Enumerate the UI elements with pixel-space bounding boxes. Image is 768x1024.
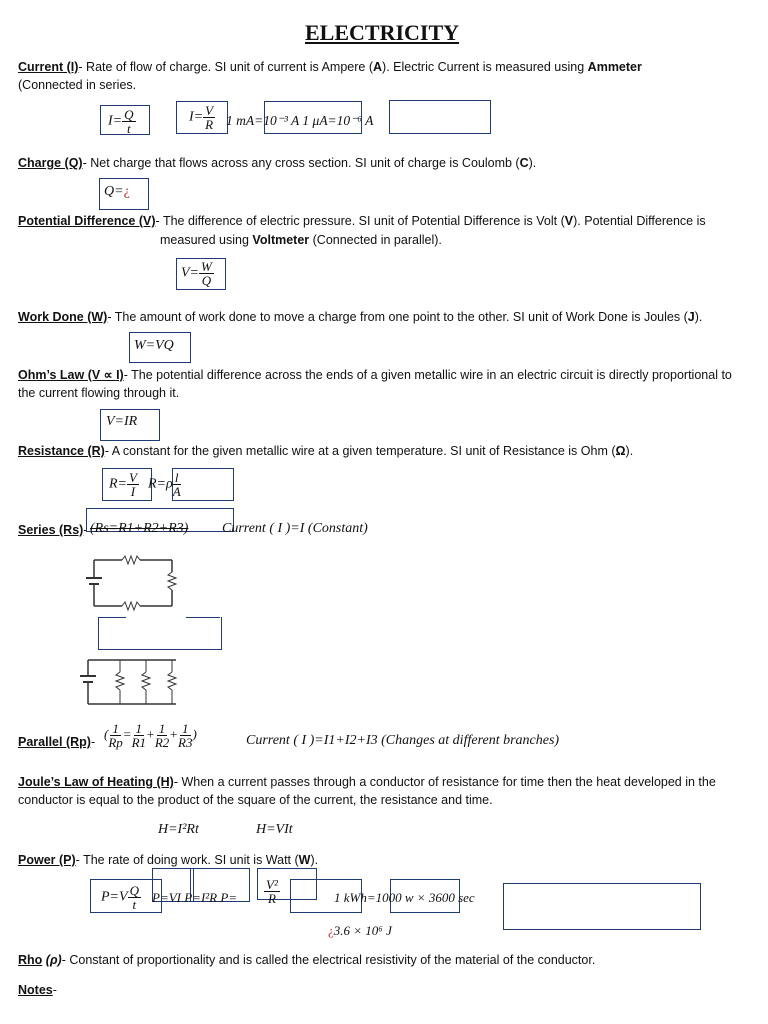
parallel-formula: ( $\frac{1}{Rp}$ = $\frac{1}{R1}$ + $\frac{1}{R2}$ + $\frac{1}{R3}$ ) — [104, 721, 197, 750]
fraction-den: R1 — [131, 735, 147, 750]
parallel-current: Current ( I )=I1+I2+I3 (Changes at different branches) — [246, 733, 560, 748]
notes-dash: - — [52, 983, 57, 997]
power-text-1: - The rate of doing work. SI unit is Watt ( — [75, 853, 299, 867]
series-formula: (Rs=R1+R2+R3) — [90, 521, 189, 536]
ammeter-label: Ammeter — [587, 60, 642, 74]
pd-term: Potential Difference (V) — [18, 214, 156, 228]
power-formula-box-7 — [503, 883, 701, 930]
current-units-formula: 1 mA=10⁻³ A 1 μA=10⁻⁶ A — [226, 113, 374, 128]
pd-text-3: measured using — [160, 233, 253, 247]
formula-symbol: ¿ — [123, 184, 130, 199]
fraction-den: A — [172, 484, 181, 499]
rho-text-1: - Constant of proportionality and is called the electrical resistivity of the material of the conductor. — [61, 953, 596, 967]
fraction-num: l — [174, 470, 179, 485]
current-line-2: (Connected in series. — [18, 78, 137, 92]
fraction-num: 1 — [112, 721, 119, 736]
box-edge — [98, 617, 126, 618]
fraction — [199, 260, 214, 287]
power-unit: W — [298, 853, 311, 867]
fraction-num: W — [201, 259, 212, 274]
charge-term: Charge (Q) — [18, 156, 83, 170]
ohm-formula: V=IR — [106, 414, 138, 429]
formula-symbol: ¿ — [328, 923, 334, 938]
joule-line-1 — [18, 773, 716, 791]
fraction — [122, 108, 135, 135]
fraction-r2 — [155, 722, 169, 749]
joule-formula-1: H=I²Rt — [158, 822, 199, 837]
ohm-term: Ohm’s Law (V ∝ I) — [18, 368, 124, 382]
power-formula-3 — [264, 878, 280, 905]
charge-text-2: ). — [528, 156, 537, 170]
circuit-placeholder-box — [98, 617, 222, 650]
fraction-den: t — [132, 897, 137, 912]
series-term: Series (Rs) — [18, 523, 84, 537]
rho-symbol: (ρ) — [45, 953, 62, 967]
rho-term: Rho — [18, 953, 43, 967]
resistance-text-1: - A constant for the given metallic wire at a given temperature. SI unit of Resistance is Ohm ( — [104, 444, 616, 458]
charge-line — [18, 154, 536, 172]
ohm-line-2: the current flowing through it. — [18, 386, 180, 400]
current-unit: A — [373, 60, 383, 74]
parallel-line — [18, 733, 95, 751]
resistance-text-2: ). — [625, 444, 634, 458]
pd-text-2: ). Potential Difference is — [573, 214, 706, 228]
parallel-term: Parallel (Rp) — [18, 735, 91, 749]
pd-line-2 — [160, 231, 442, 249]
page-title: ELECTRICITY — [305, 20, 460, 45]
work-text-2: ). — [694, 310, 703, 324]
parallel-circuit-diagram — [80, 656, 184, 708]
formula-lhs: R=ρ — [148, 476, 173, 492]
resistance-unit: Ω — [615, 444, 626, 458]
voltmeter-label: Voltmeter — [252, 233, 310, 247]
fraction-num: V — [129, 470, 137, 485]
joule-line-2: conductor is equal to the product of the square of the current, the resistance and time. — [18, 793, 493, 807]
resistance-formula-2 — [148, 471, 181, 498]
power-formula-1 — [101, 884, 141, 911]
notes-line — [18, 981, 57, 999]
current-text-1: - Rate of flow of charge. SI unit of current is Ampere ( — [78, 60, 373, 74]
fraction-num: V² — [266, 877, 278, 892]
joule-formula-2: H=VIt — [256, 822, 293, 837]
resistance-term: Resistance (R) — [18, 444, 105, 458]
fraction-num: 1 — [135, 721, 143, 736]
resistance-formula-1 — [109, 471, 139, 498]
fraction — [264, 878, 280, 905]
box-edge — [186, 617, 220, 618]
formula-lhs: V= — [181, 265, 199, 281]
charge-text-1: - Net charge that flows across any cross section. SI unit of charge is Coulomb ( — [82, 156, 520, 170]
formula-lhs: R= — [109, 476, 127, 492]
fraction-r3 — [178, 722, 192, 749]
fraction-num: Q — [129, 883, 139, 898]
fraction-den: R2 — [154, 735, 170, 750]
formula-lhs: P=V — [101, 889, 128, 905]
charge-formula — [104, 184, 130, 200]
fraction-den: I — [130, 484, 136, 499]
work-unit: J — [687, 310, 695, 324]
kwh-formula: 1 kWh=1000 w × 3600 sec — [334, 890, 475, 905]
kwh-value: 3.6 × 10⁶ J — [333, 923, 392, 938]
fraction — [203, 104, 215, 131]
parallel-dash: - — [90, 735, 96, 749]
work-line — [18, 308, 702, 326]
current-line-1 — [18, 58, 642, 76]
pd-text-1: - The difference of electric pressure. SI unit of Potential Difference is Volt ( — [155, 214, 565, 228]
power-text-2: ). — [310, 853, 319, 867]
fraction-num: Q — [124, 107, 134, 122]
series-circuit-diagram — [84, 548, 184, 614]
pd-unit: V — [564, 214, 574, 228]
resistance-line — [18, 442, 633, 460]
joule-term: Joule’s Law of Heating (H) — [18, 775, 174, 789]
fraction-num: 1 — [182, 721, 189, 736]
notes-term: Notes — [18, 983, 53, 997]
work-formula: W=VQ — [134, 338, 174, 353]
work-term: Work Done (W) — [18, 310, 108, 324]
current-formula-box-4 — [389, 100, 491, 134]
fraction-den: Rp — [108, 735, 123, 750]
fraction-r1 — [132, 722, 146, 749]
formula-lhs: I= — [189, 109, 204, 125]
ohm-line-1 — [18, 366, 732, 384]
power-formula-2: P=VI P=I²R P= — [152, 890, 238, 905]
series-current: Current ( I )=I (Constant) — [222, 521, 368, 536]
joule-text-1: - When a current passes through a conductor of resistance for time then the heat developed in the — [173, 775, 716, 789]
fraction-den: t — [126, 121, 131, 136]
work-text-1: - The amount of work done to move a charge from one point to the other. SI unit of Work Done is Joules ( — [107, 310, 688, 324]
fraction — [128, 884, 141, 911]
current-formula-1 — [108, 108, 136, 135]
rho-line — [18, 951, 595, 969]
formula-lhs: I= — [108, 113, 123, 129]
power-term: Power (P) — [18, 853, 76, 867]
fraction-num: V — [205, 103, 214, 118]
fraction-rp — [108, 722, 122, 749]
current-term: Current (I) — [18, 60, 79, 74]
current-text-2: ). Electric Current is measured using — [382, 60, 588, 74]
fraction-den: Q — [201, 273, 212, 288]
series-dash: - — [83, 523, 88, 537]
fraction-den: R3 — [178, 735, 193, 750]
charge-unit: C — [519, 156, 529, 170]
series-line — [18, 521, 87, 539]
pd-formula — [181, 260, 214, 287]
ohm-text-1: - The potential difference across the ends of a given metallic wire in an electric circuit is directly proportional to — [123, 368, 732, 382]
resistance-formula-box-2 — [172, 468, 234, 501]
formula-lhs: Q= — [104, 184, 124, 199]
fraction-num: 1 — [158, 721, 166, 736]
fraction-den: R — [205, 117, 214, 132]
fraction-den: R — [267, 891, 276, 906]
fraction — [173, 471, 181, 498]
pd-text-4: (Connected in parallel). — [309, 233, 442, 247]
pd-line-1 — [18, 212, 706, 230]
power-line — [18, 851, 318, 869]
current-formula-2 — [189, 104, 215, 131]
kwh-formula-2 — [328, 923, 392, 939]
fraction — [127, 471, 139, 498]
